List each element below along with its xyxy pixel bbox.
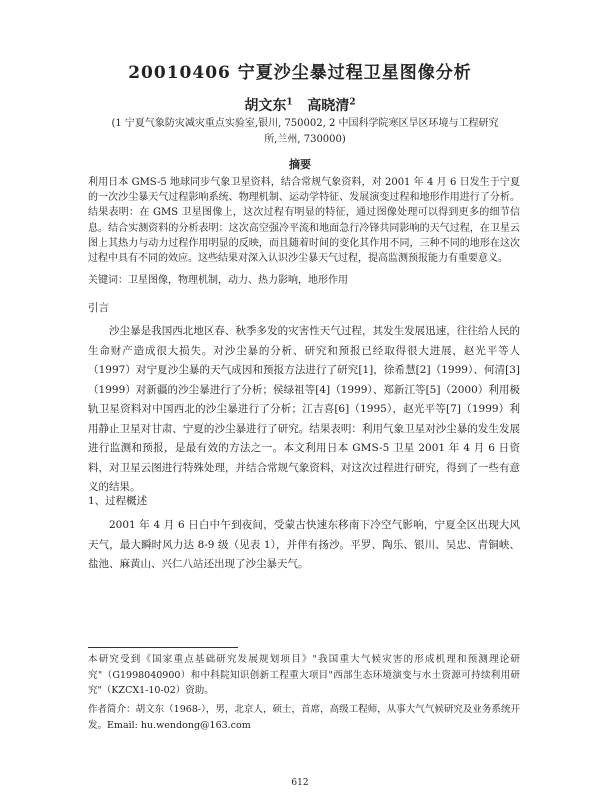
funding-footnote: 本研究受到《国家重点基础研究发展规划项目》"我国重大气候灾害的形成机理和预测理论研究"（G1998040900）和中科院知识创新工程重大项目"西部生态环境演变与水土资源可持续利用研究"（KZCX1-10-02）资助。 [88,654,520,696]
author-line [0,95,600,115]
footnote-divider [88,647,238,648]
keywords: 关键词：卫星图像，物理机制，动力、热力影响，地形作用 [88,275,348,286]
abstract-text: 利用日本 GMS-5 地球同步气象卫星资料，结合常规气象资料，对 2001 年 4 月 6 日发生于宁夏的一次沙尘暴天气过程影响系统、物理机制、运动学特征、发展演变过程和地形作用进行了分析。结果表明：在 GMS 卫星图像上，这次过程有明显的特征，通过图像处理可以得到更多的细节信息。结合实测资料的分析表明：这次高空强冷平流和地面急行冷锋共同影响的天气过程，在卫星云图上其热力与动力过程作用明显的反映，而且随着时间的变化其作用不同，三种不同的地形在这次过程中具有不同的效应。这些结果对深入认识沙尘暴天气过程，提高监测预报能力有重要意义。 [88,177,520,265]
author-info-footnote: 作者简介：胡文东（1968-），男，北京人，硕士，首席，高级工程师，从事大气气候研究及业务系统开发。Email: hu.wendong@163.com [88,704,520,731]
paper-title: 20010406 宁夏沙尘暴过程卫星图像分析 [128,63,472,83]
abstract-heading: 摘要 [289,158,311,171]
overview-paragraph: 2001 年 4 月 6 日白中午到夜间，受蒙古快速东移南下冷空气影响，宁夏全区出现大风天气，最大瞬时风力达 8-9 级（见表 1），并伴有扬沙。平罗、陶乐、银川、吴忠、青铜峡、盐池、麻黄山、兴仁八站还出现了沙尘暴天气。 [88,519,520,570]
author-affil-mark: 2 [349,97,356,108]
author-name: 胡文东 [244,98,287,114]
page-number: 612 [291,778,309,788]
section-heading: 1、过程概述 [88,495,148,507]
author-name: 高晓清 [307,98,350,114]
intro-heading: 引言 [88,302,109,314]
intro-paragraph: 沙尘暴是我国西北地区春、秋季多发的灾害性天气过程，其发生发展迅速，往往给人民的生命财产造成很大损失。对沙尘暴的分析、研究和预报已经取得很大进展，赵光平等人（1997）对宁夏沙尘暴的天气成因和预报方法进行了研究[1]，徐希慧[2]（1999）、何清[3]（1999）对新疆的沙尘暴进行了分析；侯绿祖等[4]（1999）、郑新江等[5]（2000）利用极轨卫星资料对中国西北的沙尘暴进行了分析；江吉喜[6]（1995），赵光平等[7]（1999）利用静止卫星对甘肃、宁夏的沙尘暴进行了研究。结果表明：利用气象卫星对沙尘暴的发生发展进行监测和预报，是最有效的方法之一。本文利用日本 GMS-5 卫星 2001 年 4 月 6 日资料，对卫星云图进行特殊处理，并结合常规气象资料，对这次过程进行研究，得到了一些有意义的结果。 [88,325,520,493]
author-affil-mark: 1 [286,97,293,108]
affiliation: (1 宁夏气象防灾减灾重点实验室,银川, 750002, 2 中国科学院寒区旱区环境与工程研究所,兰州, 730000) [111,118,499,145]
